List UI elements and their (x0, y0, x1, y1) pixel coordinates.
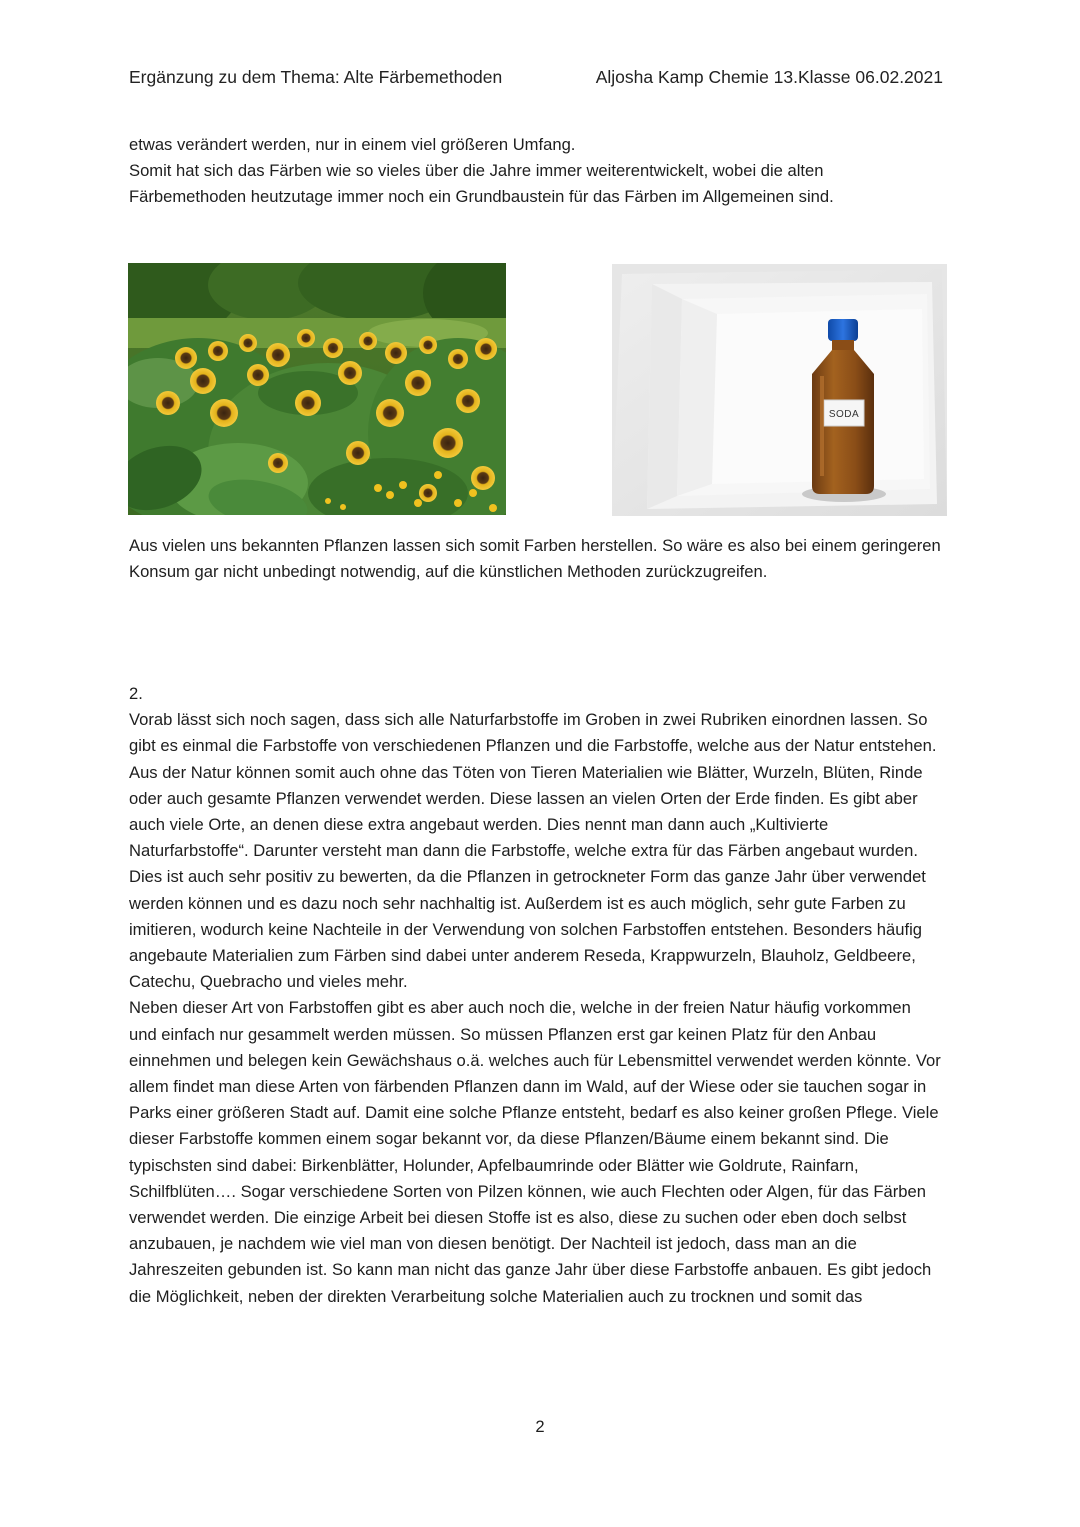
header-title: Ergänzung zu dem Thema: Alte Färbemethoden (129, 67, 503, 87)
page-number: 2 (535, 1417, 545, 1436)
section-paragraph: Vorab lässt sich noch sagen, dass sich alle Naturfarbstoffe im Groben in zwei Rubriken einordnen lassen. So gibt es einmal die Farbstoffe von verschiedenen Pflanzen und die Farbstoffe, welche aus der Natur entstehen. (129, 710, 937, 756)
intro-text (129, 132, 943, 211)
soda-label: SODA (828, 409, 860, 420)
conclusion-paragraph: Aus vielen uns bekannten Pflanzen lassen sich somit Farben herstellen. So wäre es also bei einem geringeren Konsum gar nicht unbedingt notwendig, auf die künstlichen Methoden zurückzugreifen. (129, 536, 941, 582)
soda-bottle-photo (612, 264, 947, 516)
section-paragraph: Neben dieser Art von Farbstoffen gibt es aber auch noch die, welche in der freien Natur häufig vorkommen und einfach nur gesammelt werden müssen. So müssen Pflanzen erst gar keinen Platz für den Anbau einnehmen und belegen kein Gewächshaus o.ä. welches auch für Lebensmittel verwendet werden könnte. Vor allem findet man diese Arten von färbenden Pflanzen dann im Wald, auf der Wiese oder sie tauchen sogar in Parks einer größeren Stadt auf. Damit eine solche Pflanze entsteht, bedarf es also keiner großen Pflege. Viele dieser Farbstoffe kommen einem sogar bekannt vor, da diese Pflanzen/Bäume einem bekannt sind. Die typischsten sind dabei: Birkenblätter, Holunder, Apfelbaumrinde oder Blätter wie Goldrute, Rainfarn, Schilfblüten…. Sogar verschiedene Sorten von Pilzen können, wie auch Flechten oder Algen, für das Färben verwendet werden. Die einzige Arbeit bei diesen Stoffe ist es also, diese zu suchen oder eben doch selbst anzubauen, je nachdem wie viel man von diesen benötigt. Der Nachteil ist jedoch, dass man an die Jahreszeiten gebunden ist. So kann man nicht das ganze Jahr über diese Farbstoffe anbauen. Es gibt jedoch die Möglichkeit, neben der direkten Verarbeitung solche Materialien auch zu trocknen und somit das (129, 998, 941, 1306)
sunflower-field-photo (128, 263, 506, 515)
section-paragraph: Aus der Natur können somit auch ohne das Töten von Tieren Materialien wie Blätter, Wurzeln, Blüten, Rinde oder auch gesamte Pflanzen verwendet werden. Diese lassen an vielen Orten der Erde finden. Es gibt aber auch viele Orte, an denen diese extra angebaut werden. Dies nennt man dann auch „Kultivierte Naturfarbstoffe“. Darunter versteht man dann die Farbstoffe, welche extra für das Färben angebaut wurden. Dies ist auch sehr positiv zu bewerten, da die Pflanzen in getrockneter Form das ganze Jahr über verwendet werden können und es dazu noch sehr nachhaltig ist. Außerdem ist es auch möglich, sehr gute Farben zu imitieren, wodurch keine Nachteile in der Verwendung von solchen Farbstoffen entstehen. Besonders häufig angebaute Materialien zum Färben sind dabei unter anderem Reseda, Krappwurzeln, Blauholz, Geldbeere, Catechu, Quebracho und vieles mehr. (129, 762, 926, 992)
section-2 (129, 681, 943, 1310)
intro-paragraph: etwas verändert werden, nur in einem viel größeren Umfang. (129, 135, 576, 154)
header-author-info: Aljosha Kamp Chemie 13.Klasse 06.02.2021 (595, 67, 943, 87)
intro-paragraph: Somit hat sich das Färben wie so vieles über die Jahre immer weiterentwickelt, wobei die alten Färbemethoden heutzutage immer noch ein Grundbaustein für das Färben im Allgemeinen sind. (129, 161, 834, 207)
section-number: 2. (129, 684, 143, 703)
conclusion-text (129, 533, 943, 585)
